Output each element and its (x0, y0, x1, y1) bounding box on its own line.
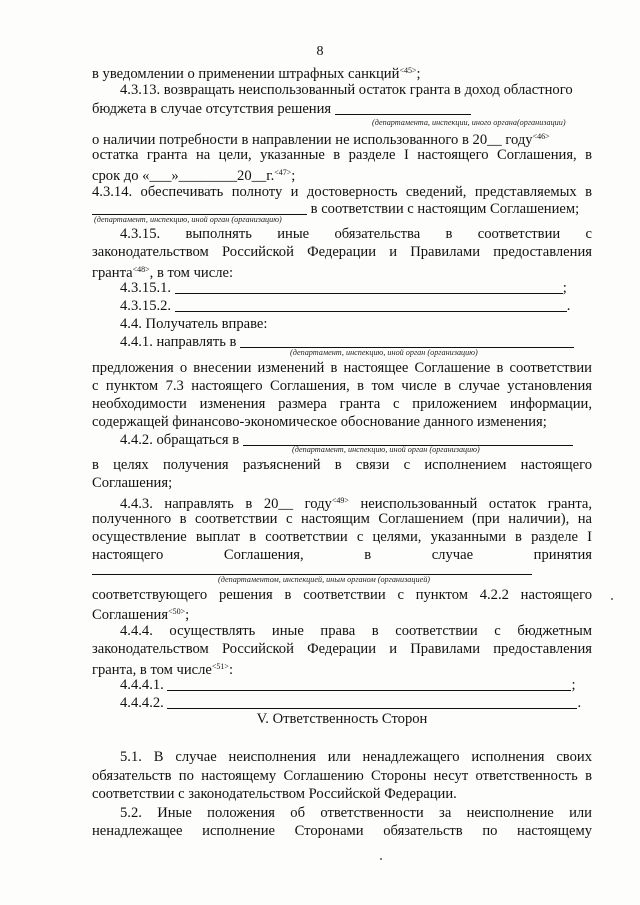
line-10: законодательством Российской Федерации и Правилами предоставления (92, 244, 592, 260)
scan-speck (611, 598, 613, 600)
line-22: Соглашения; (92, 475, 173, 491)
line-3: бюджета в случае отсутствия решения (92, 100, 592, 118)
footnote-caption: (департамент, инспекцию, иной орган (организацию) (94, 215, 282, 224)
fill-blank (335, 101, 471, 115)
line-28: Соглашения$^{<50>}$; (92, 607, 190, 623)
clause-4-4-4: 4.4.4. осуществлять иные права в соответствии с бюджетным (120, 623, 592, 639)
line-6: срок до «___»________20__г.$^{<47>}$; (92, 168, 296, 184)
clause-5-1: 5.1. В случае неисполнения или ненадлежащего исполнения своих (120, 749, 592, 765)
footnote-caption: (департамента, инспекции, иного органа(организации) (372, 118, 566, 127)
clause-4-4-4-2: 4.4.4.2. . (120, 695, 582, 711)
line-8: в соответствии с настоящим Соглашением; (92, 200, 592, 218)
footnote-caption: (департамент, инспекцию, иной орган (организацию) (292, 445, 480, 454)
scan-speck (380, 858, 382, 860)
line-17: с пунктом 7.3 настоящего Соглашения, в том числе в случае установления (92, 378, 592, 394)
fill-blank (167, 695, 577, 709)
line-21: в целях получения разъяснений в связи с исполнением настоящего (92, 457, 592, 473)
line-30: законодательством Российской Федерации и Правилами предоставления (92, 641, 592, 657)
line-1: в уведомлении о применении штрафных санкций$^{<45>}$; (92, 66, 421, 82)
clause-4-4-1: 4.4.1. направлять в (120, 333, 620, 351)
clause-4-3-15-2: 4.3.15.2. . (120, 298, 571, 314)
clause-5-2: 5.2. Иные положения об ответственности за неисполнение или (120, 805, 592, 821)
clause-4-3-13: 4.3.13. возвращать неиспользованный остаток гранта в доход областного (120, 82, 573, 98)
line-27: соответствующего решения в соответствии с пунктом 4.2.2 настоящего (92, 587, 592, 603)
fill-blank (92, 561, 532, 575)
fill-blank (92, 201, 307, 215)
line-26: настоящего Соглашения, в случае принятия (92, 547, 592, 563)
line-5: остатка гранта на цели, указанные в разделе I настоящего Соглашения, в (92, 147, 592, 163)
line-36: соответствии с законодательством Российской Федерации. (92, 786, 457, 802)
line-25: осуществление выплат в соответствии с целями, указанными в разделе I (92, 529, 592, 545)
clause-4-4-3: 4.4.3. направлять в 20__ году$^{<49>}$ неиспользованный остаток гранта, (120, 496, 593, 512)
fill-blank (240, 334, 574, 348)
clause-4-4-4-1: 4.4.4.1. ; (120, 677, 576, 693)
line-18: необходимости изменения размера гранта с приложением информации, (92, 396, 592, 412)
section-heading: V. Ответственность Сторон (256, 711, 428, 727)
line-11: гранта$^{<48>}$, в том числе: (92, 265, 234, 281)
line-38: ненадлежащее исполнение Сторонами обязательств по настоящему (92, 823, 592, 839)
footnote-caption: (департамент, инспекцию, иной орган (организацию) (290, 348, 478, 357)
page-number: 8 (316, 44, 324, 59)
line-4: о наличии потребности в направлении не использованного в 20__ году$^{<46>}$ (92, 132, 550, 148)
clause-4-3-15: 4.3.15. выполнять иные обязательства в соответствии с (120, 226, 592, 242)
clause-4-4-2: 4.4.2. обращаться в (120, 431, 620, 449)
line-24: полученного в соответствии с настоящим Соглашением (при наличии), на (92, 511, 592, 527)
clause-4-4: 4.4. Получатель вправе: (120, 316, 268, 332)
line-19: содержащей финансово-экономическое обоснование данного изменения; (92, 414, 547, 430)
fill-blank (175, 298, 567, 312)
clause-4-3-14: 4.3.14. обеспечивать полноту и достоверность сведений, представляемых в (92, 184, 592, 200)
footnote-caption: (департаментом, инспекцией, иным органом (организацией) (218, 575, 431, 584)
fill-blank (243, 432, 573, 446)
fill-blank (167, 677, 571, 691)
line-31: гранта, в том числе$^{<51>}$: (92, 662, 234, 678)
line-35: обязательств по настоящему Соглашению Стороны несут ответственность в (92, 768, 592, 784)
line-16: предложения о внесении изменений в настоящее Соглашение в соответствии (92, 360, 592, 376)
clause-4-3-15-1: 4.3.15.1. ; (120, 280, 567, 296)
fill-blank (175, 280, 563, 294)
